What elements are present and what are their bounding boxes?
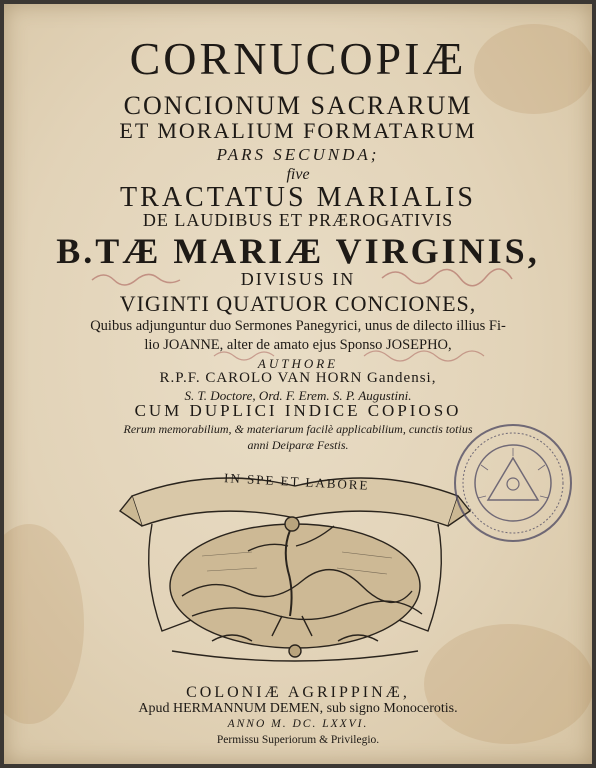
- index-line: CUM DUPLICI INDICE COPIOSO: [134, 401, 462, 420]
- conciones-line: VIGINTI QUATUOR CONCIONES,: [119, 291, 477, 316]
- author-credentials: S. T. Doctore, Ord. F. Erem. S. P. Augustini.: [184, 388, 412, 403]
- body-line: Quibus adjunguntur duo Sermones Panegyrici, unus de dilecto illius Fi-: [90, 318, 506, 334]
- imprint-permission: Permissu Superiorum & Privilegio.: [216, 734, 380, 746]
- index-description: Rerum memorabilium, & materiarum facilè applicabilium, cunctis totius: [123, 422, 473, 436]
- index-description: anni Deiparæ Festis.: [247, 438, 349, 452]
- tract-subtitle: DE LAUDIBUS ET PRÆROGATIVIS: [142, 210, 454, 230]
- subtitle-line: CONCIONUM SACRARUM: [123, 91, 473, 120]
- woodcut-motto: IN SPE ET LABORE: [223, 470, 370, 493]
- part-label: PARS SECUNDA;: [216, 145, 380, 164]
- divisus-line: DIVISUS IN: [240, 269, 356, 289]
- imprint-publisher: Apud HERMANNUM DEMEN, sub signo Monocerotis.: [138, 701, 458, 716]
- subtitle-line: ET MORALIUM FORMATARUM: [119, 118, 477, 143]
- main-title: CORNUCOPIÆ: [129, 33, 467, 84]
- tract-title: TRACTATUS MARIALIS: [120, 182, 476, 213]
- imprint-year: ANNO M. DC. LXXVI.: [227, 718, 369, 730]
- body-line: lio JOANNE, alter de amato ejus Sponso JOSEPHO,: [144, 337, 452, 353]
- imprint-place: COLONIÆ AGRIPPINÆ,: [186, 684, 410, 701]
- virgin-title: B.TÆ MARIÆ VIRGINIS,: [56, 231, 540, 271]
- title-page: [4, 4, 592, 764]
- author-label: AUTHORE: [257, 356, 339, 371]
- library-stamp: [450, 420, 576, 546]
- author-name: R.P.F. CAROLO VAN HORN Gandensi,: [159, 370, 437, 386]
- conjunction: five: [286, 166, 310, 183]
